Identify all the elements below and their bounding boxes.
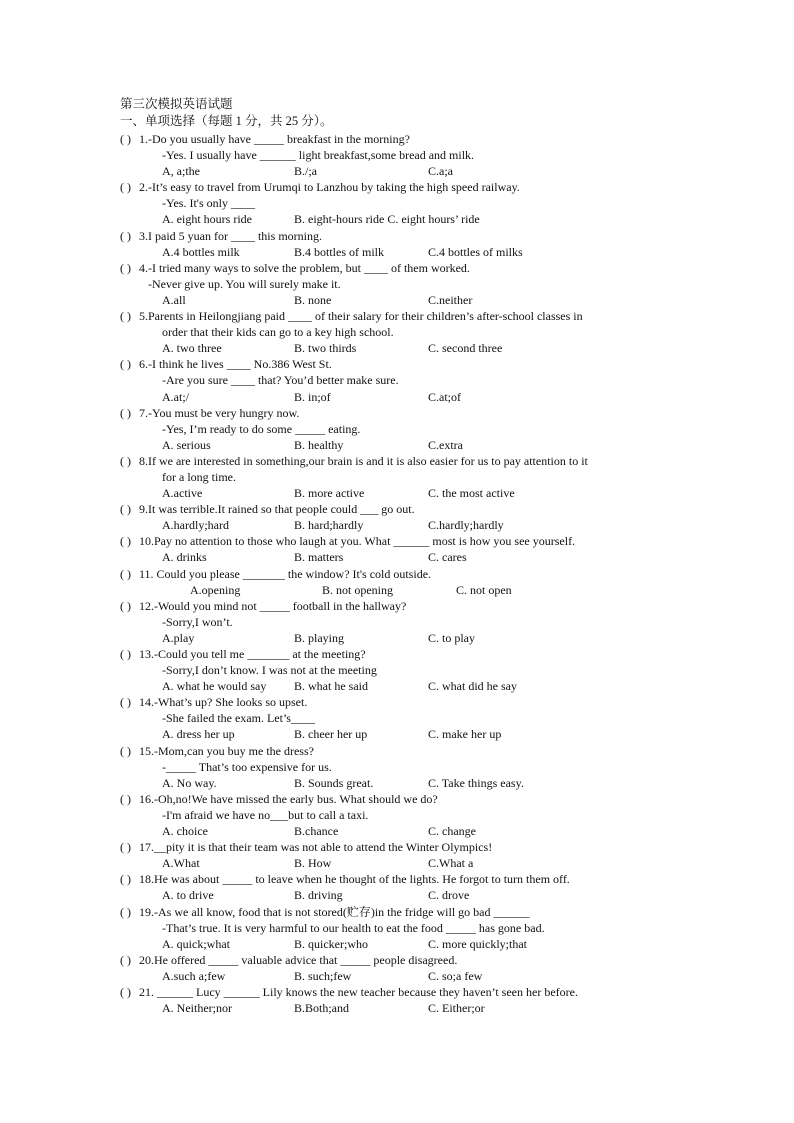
option-row [120,211,680,227]
option-row [120,437,680,453]
option-b: B. cheer her up [294,727,368,742]
option-a: A. two three [162,341,222,356]
option-b: B.Both;and [294,1001,350,1016]
answer-parenthesis[interactable]: ( ) [120,180,131,195]
question-stem [120,533,680,549]
option-c: C. change [428,824,476,839]
question-stem [120,904,680,920]
question-continuation: -Sorry,I don’t know. I was not at the meeting [162,663,377,678]
answer-parenthesis[interactable]: ( ) [120,647,131,661]
option-b: B. How [294,856,332,871]
option-b: B. in;of [294,389,331,404]
option-row [120,340,680,356]
option-a: A.play [162,630,195,645]
option-row [120,582,680,598]
option-row [120,549,680,565]
question-stem [120,694,680,710]
option-b: B. hard;hardly [294,518,364,533]
question-text: 5.Parents in Heilongjiang paid ____ of their salary for their children’s after-school classes in [139,309,583,324]
question-item [120,260,680,308]
question-item [120,228,680,260]
question-stem [120,356,680,372]
option-b: B. Sounds great. [294,775,374,790]
question-stem [120,501,680,517]
option-b: B.chance [294,824,339,839]
question-text: 12.-Would you mind not _____ football in the hallway? [139,598,407,613]
answer-parenthesis[interactable]: ( ) [120,502,131,517]
option-b: B.4 bottles of milk [294,244,384,259]
question-text: 21. ______ Lucy ______ Lily knows the new teacher because they haven’t seen her before. [139,984,578,999]
option-a: A. Neither;nor [162,1001,232,1016]
question-continuation: -Yes, I’m ready to do some _____ eating. [162,421,361,436]
option-c: C. what did he say [428,679,517,694]
option-a: A.at;/ [162,389,189,404]
option-b: B. matters [294,550,344,565]
question-item [120,984,680,1016]
question-stem [120,871,680,887]
option-a: A. quick;what [162,936,230,951]
option-c: C. drove [428,888,470,903]
question-stem [120,952,680,968]
option-row [120,244,680,260]
option-a: A.all [162,292,186,307]
option-b: B. playing [294,630,344,645]
question-stem [120,598,680,614]
question-item [120,871,680,903]
question-text: 15.-Mom,can you buy me the dress? [139,743,314,758]
option-b: B. eight-hours ride C. eight hours’ ride [294,212,480,227]
option-row [120,389,680,405]
question-stem [120,179,680,195]
answer-parenthesis[interactable]: ( ) [120,598,131,613]
answer-parenthesis[interactable]: ( ) [120,872,131,887]
question-stem [120,646,680,662]
question-text: 18.He was about _____ to leave when he thought of the lights. He forgot to turn them off. [139,872,570,887]
question-item [120,791,680,839]
option-row [120,887,680,903]
answer-parenthesis[interactable]: ( ) [120,309,131,324]
question-stem [120,260,680,276]
question-stem [120,791,680,807]
question-stem [120,566,680,582]
question-item [120,598,680,646]
question-text: 2.-It’s easy to travel from Urumqi to Lanzhou by taking the high speed railway. [139,180,520,195]
option-row [120,823,680,839]
question-item [120,405,680,453]
option-c: C.hardly;hardly [428,518,504,533]
option-b: B. quicker;who [294,936,368,951]
question-continuation: -She failed the exam. Let’s____ [162,711,315,726]
option-a: A, a;the [162,164,200,179]
section-heading: 一、单项选择（每题 1 分，共 25 分）。 [120,114,333,128]
answer-parenthesis[interactable]: ( ) [120,791,131,806]
answer-parenthesis[interactable]: ( ) [120,952,131,967]
question-continuation: -Are you sure ____ that? You’d better make sure. [162,373,399,388]
question-stem [120,131,680,147]
option-a: A. eight hours ride [162,212,252,227]
option-c: C. so;a few [428,968,483,983]
answer-parenthesis[interactable]: ( ) [120,566,131,581]
option-c: C. more quickly;that [428,936,527,951]
option-row [120,968,680,984]
option-c: C. to play [428,630,475,645]
option-a: A.such a;few [162,968,226,983]
question-list [120,131,680,1016]
option-c: C.neither [428,292,473,307]
option-row [120,678,680,694]
option-c: C. second three [428,341,503,356]
question-item [120,694,680,742]
question-continuation: -_____ That’s too expensive for us. [162,759,332,774]
question-item [120,839,680,871]
question-stem [120,228,680,244]
question-continuation: for a long time. [162,469,236,484]
question-stem [120,984,680,1000]
answer-parenthesis[interactable]: ( ) [120,984,131,999]
answer-parenthesis[interactable]: ( ) [120,904,131,919]
question-stem [120,308,680,324]
question-item [120,533,680,565]
option-b: B. not opening [322,582,393,597]
answer-parenthesis[interactable]: ( ) [120,840,131,855]
answer-parenthesis[interactable]: ( ) [120,228,131,243]
option-a: A. to drive [162,888,214,903]
option-row [120,630,680,646]
option-a: A.What [162,856,200,871]
question-item [120,179,680,227]
question-text: 3.I paid 5 yuan for ____ this morning. [139,228,322,243]
option-row [120,1000,680,1016]
option-c: C. make her up [428,727,502,742]
question-continuation: -I'm afraid we have no___but to call a taxi. [162,807,369,822]
question-text: 1.-Do you usually have _____ breakfast in the morning? [139,132,410,146]
option-a: A.active [162,486,203,501]
question-text: 10.Pay no attention to those who laugh at you. What ______ most is how you see yourself. [139,534,576,549]
question-continuation: -Yes. It's only ____ [162,196,255,211]
option-c: C.extra [428,437,463,452]
answer-parenthesis[interactable]: ( ) [120,260,131,275]
question-item [120,356,680,404]
question-continuation: -Never give up. You will surely make it. [148,276,341,291]
question-text: 7.-You must be very hungry now. [139,405,300,420]
option-row [120,292,680,308]
question-continuation: -That’s true. It is very harmful to our health to eat the food _____ has gone bad. [162,920,545,935]
option-a: A.hardly;hard [162,518,229,533]
option-c: C. cares [428,550,467,565]
question-text: 8.If we are interested in something,our brain is and it is also easier for us to pay attention to it [139,453,588,468]
option-c: C.a;a [428,164,453,179]
option-a: A. what he would say [162,679,267,694]
option-row [120,517,680,533]
option-a: A.4 bottles milk [162,244,240,259]
question-item [120,904,680,952]
answer-parenthesis[interactable]: ( ) [120,132,131,146]
answer-parenthesis[interactable]: ( ) [120,453,131,468]
option-c: C. the most active [428,486,515,501]
question-text: 14.-What’s up? She looks so upset. [139,695,308,710]
option-c: C.4 bottles of milks [428,244,523,259]
question-item [120,501,680,533]
option-a: A. serious [162,437,211,452]
question-text: 13.-Could you tell me _______ at the meeting? [139,647,366,661]
option-row [120,936,680,952]
answer-parenthesis[interactable]: ( ) [120,695,131,710]
question-item [120,308,680,356]
question-item [120,743,680,791]
option-c: C.What a [428,856,474,871]
question-text: 19.-As we all know, food that is not stored(贮存)in the fridge will go bad ______ [139,904,530,919]
question-stem [120,743,680,759]
question-continuation: order that their kids can go to a key high school. [162,325,394,340]
answer-parenthesis[interactable]: ( ) [120,357,131,372]
option-a: A. drinks [162,550,207,565]
question-item [120,952,680,984]
option-a: A. choice [162,824,208,839]
option-b: B. such;few [294,968,352,983]
answer-parenthesis[interactable]: ( ) [120,534,131,549]
option-b: B. healthy [294,437,344,452]
option-c: C.at;of [428,389,461,404]
option-a: A. dress her up [162,727,235,742]
question-text: 9.It was terrible.It rained so that people could ___ go out. [139,502,415,517]
option-row [120,775,680,791]
question-text: 6.-I think he lives ____ No.386 West St. [139,357,332,372]
question-text: 11. Could you please _______ the window? It's cold outside. [139,566,432,581]
question-text: 17.__pity it is that their team was not able to attend the Winter Olympics! [139,840,493,855]
option-row [120,855,680,871]
option-row [120,163,680,179]
question-text: 16.-Oh,no!We have missed the early bus. What should we do? [139,791,438,806]
option-b: B. more active [294,486,365,501]
question-continuation: -Yes. I usually have ______ light breakfast,some bread and milk. [162,148,475,163]
option-a: A. No way. [162,775,217,790]
answer-parenthesis[interactable]: ( ) [120,743,131,758]
option-b: B. none [294,292,332,307]
option-c: C. not open [456,582,512,597]
option-b: B. two thirds [294,341,357,356]
question-continuation: -Sorry,I won’t. [162,614,233,629]
question-stem [120,405,680,421]
question-item [120,453,680,501]
option-b: B. what he said [294,679,368,694]
question-item [120,131,680,179]
option-a: A.opening [190,582,241,597]
option-c: C. Either;or [428,1001,485,1016]
option-row [120,485,680,501]
question-item [120,646,680,694]
exam-title: 第三次模拟英语试题 [120,97,233,111]
question-item [120,566,680,598]
option-c: C. Take things easy. [428,775,524,790]
question-text: 4.-I tried many ways to solve the problem, but ____ of them worked. [139,260,470,275]
option-b: B./;a [294,164,317,179]
answer-parenthesis[interactable]: ( ) [120,405,131,420]
option-row [120,726,680,742]
question-stem [120,839,680,855]
question-text: 20.He offered _____ valuable advice that _____ people disagreed. [139,952,458,967]
option-b: B. driving [294,888,343,903]
question-stem [120,453,680,469]
